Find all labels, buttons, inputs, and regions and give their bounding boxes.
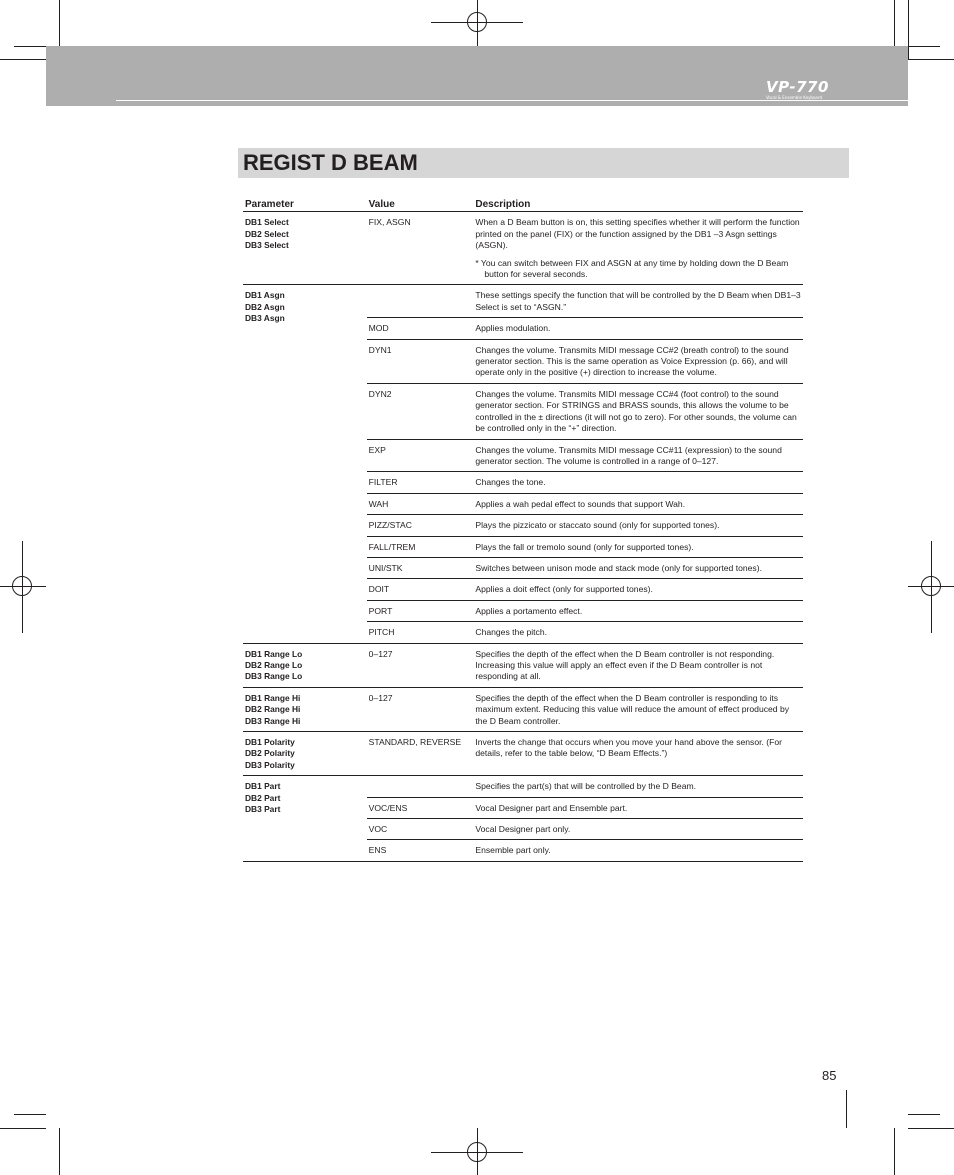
table-header-row <box>243 197 803 212</box>
description-cell: Changes the volume. Transmits MIDI message CC#2 (breath control) to the sound generator section. This is the same operation as Voice Expression (p. 66), and will operate only in the positive (+) direction to increase the volume. <box>473 339 803 383</box>
value-cell: 0–127 <box>367 687 474 731</box>
value-cell: ENS <box>367 840 474 861</box>
table-row <box>243 643 803 687</box>
param-name: DB1 Part <box>245 781 281 792</box>
description-cell: Switches between unison mode and stack mode (only for supported tones). <box>473 557 803 578</box>
param-name: DB3 Range Lo <box>245 671 303 682</box>
description-cell: Changes the pitch. <box>473 622 803 643</box>
logo-text: VP-770 <box>766 78 829 96</box>
header-rule <box>116 100 908 101</box>
value-cell: WAH <box>367 493 474 514</box>
param-name: DB3 Part <box>245 804 281 815</box>
param-asgn <box>243 285 367 643</box>
param-name: DB2 Asgn <box>245 301 285 312</box>
description-cell: Vocal Designer part and Ensemble part. <box>473 797 803 818</box>
section-title-bar <box>238 148 849 178</box>
value-cell: 0–127 <box>367 643 474 687</box>
column-header-value: Value <box>367 197 474 212</box>
value-cell: VOC/ENS <box>367 797 474 818</box>
param-range-hi <box>243 687 367 731</box>
table-row <box>243 285 803 318</box>
param-name: DB1 Range Lo <box>245 648 303 659</box>
description-cell: Changes the tone. <box>473 472 803 493</box>
value-cell <box>367 776 474 797</box>
description-cell: Applies a wah pedal effect to sounds that support Wah. <box>473 493 803 514</box>
description-cell: Specifies the part(s) that will be controlled by the D Beam. <box>473 776 803 797</box>
value-cell: FALL/TREM <box>367 536 474 557</box>
param-name: DB2 Part <box>245 792 281 803</box>
table-row <box>243 687 803 731</box>
param-name: DB1 Asgn <box>245 290 285 301</box>
param-range-lo <box>243 643 367 687</box>
description-text: When a D Beam button is on, this setting specifies whether it will perform the function printed on the panel (FIX) or the function assigned by the DB1 –3 Asgn settings (ASGN). <box>475 217 800 251</box>
value-cell: EXP <box>367 439 474 472</box>
param-name: DB3 Select <box>245 240 289 251</box>
description-cell: Applies modulation. <box>473 318 803 339</box>
value-cell: PITCH <box>367 622 474 643</box>
column-header-description: Description <box>473 197 803 212</box>
value-cell: FILTER <box>367 472 474 493</box>
column-header-parameter: Parameter <box>243 197 367 212</box>
param-polarity <box>243 732 367 776</box>
value-cell: DOIT <box>367 579 474 600</box>
value-cell: UNI/STK <box>367 557 474 578</box>
param-name: DB2 Range Lo <box>245 659 303 670</box>
param-name: DB3 Asgn <box>245 313 285 324</box>
description-cell: These settings specify the function that will be controlled by the D Beam when DB1–3 Select is set to “ASGN.” <box>473 285 803 318</box>
value-cell: STANDARD, REVERSE <box>367 732 474 776</box>
value-cell: DYN1 <box>367 339 474 383</box>
value-cell: PIZZ/STAC <box>367 515 474 536</box>
description-cell: Vocal Designer part only. <box>473 819 803 840</box>
page-number: 85 <box>822 1068 837 1083</box>
param-select <box>243 212 367 285</box>
description-cell: Plays the fall or tremolo sound (only for supported tones). <box>473 536 803 557</box>
description-cell: Changes the volume. Transmits MIDI message CC#4 (foot control) to the sound generator section. For STRINGS and BRASS sounds, this allows the volume to be controlled in the ± directions (it will not go to zero). For other sounds, the volume can be controlled only in the “+” direction. <box>473 383 803 439</box>
description-cell: Ensemble part only. <box>473 840 803 861</box>
value-cell: MOD <box>367 318 474 339</box>
description-cell: Applies a doit effect (only for supported tones). <box>473 579 803 600</box>
param-name: DB2 Select <box>245 228 289 239</box>
param-name: DB2 Range Hi <box>245 704 301 715</box>
description-cell: Plays the pizzicato or staccato sound (only for supported tones). <box>473 515 803 536</box>
param-name: DB3 Range Hi <box>245 715 301 726</box>
value-cell <box>367 285 474 318</box>
description-cell <box>473 212 803 285</box>
section-title: REGIST D BEAM <box>243 150 418 175</box>
param-name: DB1 Range Hi <box>245 692 301 703</box>
param-name: DB3 Polarity <box>245 759 295 770</box>
param-part <box>243 776 367 862</box>
param-name: DB1 Select <box>245 217 289 228</box>
value-cell: DYN2 <box>367 383 474 439</box>
parameter-table <box>243 197 803 862</box>
table-row <box>243 212 803 285</box>
param-name: DB2 Polarity <box>245 748 295 759</box>
note-text: * You can switch between FIX and ASGN at any time by holding down the D Beam button for several seconds. <box>475 257 789 280</box>
table-row <box>243 776 803 797</box>
value-cell: PORT <box>367 600 474 621</box>
value-cell: FIX, ASGN <box>367 212 474 285</box>
table-row <box>243 732 803 776</box>
page-number-rule <box>846 1090 847 1128</box>
description-cell: Inverts the change that occurs when you move your hand above the sensor. (For details, refer to the table below, “D Beam Effects.”) <box>473 732 803 776</box>
value-cell: VOC <box>367 819 474 840</box>
description-cell: Applies a portamento effect. <box>473 600 803 621</box>
logo-subtitle: Vocal & Ensemble Keyboard <box>766 95 822 100</box>
description-cell: Changes the volume. Transmits MIDI message CC#11 (expression) to the sound generator section. The volume is controlled in a range of 0–127. <box>473 439 803 472</box>
product-logo <box>766 80 840 100</box>
param-name: DB1 Polarity <box>245 737 295 747</box>
description-cell: Specifies the depth of the effect when the D Beam controller is responding to its maximum extent. Reducing this value will reduce the amount of effect produced by the D Beam controller. <box>473 687 803 731</box>
description-cell: Specifies the depth of the effect when the D Beam controller is not responding. Increasing this value will apply an effect even if the D Beam controller is not responding at all. <box>473 643 803 687</box>
